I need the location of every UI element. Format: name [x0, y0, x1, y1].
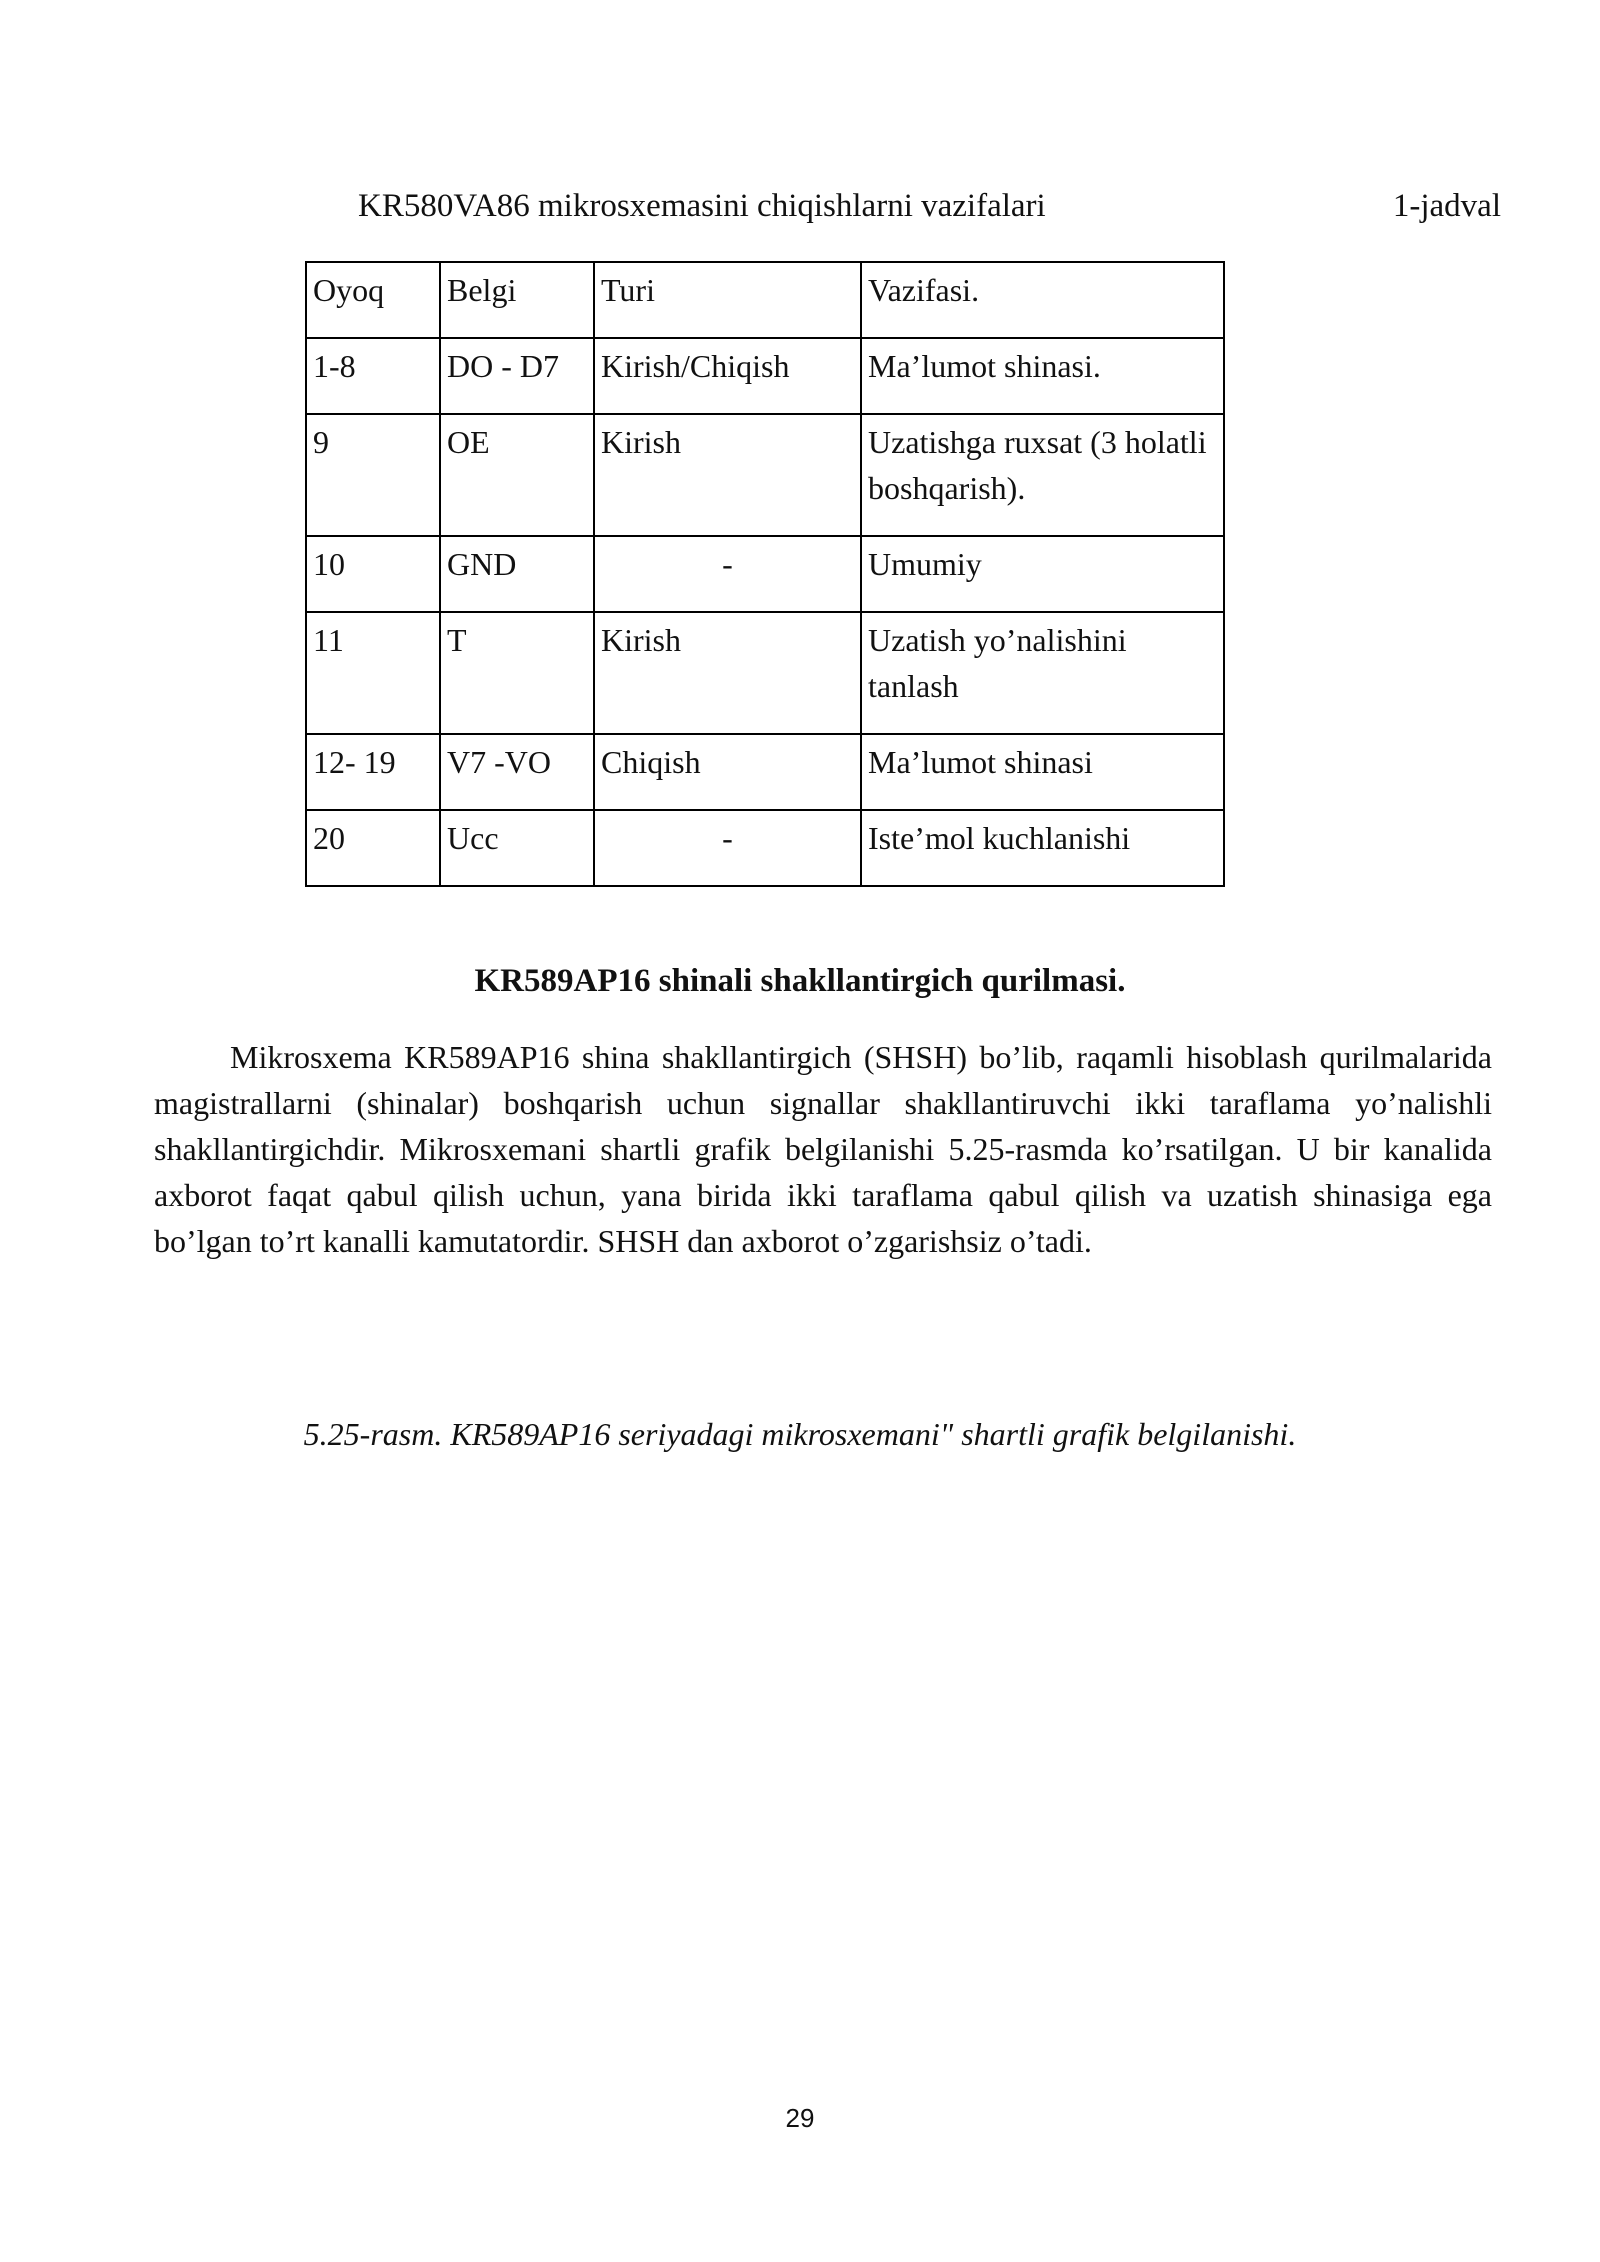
table-header-row	[306, 262, 1224, 338]
header-cell: Oyoq	[306, 262, 440, 338]
table-cell: 1-8	[306, 338, 440, 414]
table-row	[306, 338, 1224, 414]
table-row	[306, 612, 1224, 734]
body-paragraph	[154, 1034, 1492, 1264]
table-cell: 10	[306, 536, 440, 612]
table-caption: KR580VA86 mikrosxemasini chiqishlarni vazifalari	[358, 188, 1046, 224]
table-row	[306, 734, 1224, 810]
table-cell: 12- 19	[306, 734, 440, 810]
table-cell: 20	[306, 810, 440, 886]
table-cell: Uzatishga ruxsat (3 holatli boshqarish).	[861, 414, 1224, 536]
table-cell: Ma’lumot shinasi	[861, 734, 1224, 810]
table-cell: 11	[306, 612, 440, 734]
page-number: 29	[785, 2103, 815, 2133]
paragraph-text: Mikrosxema KR589AP16 shina shakllantirgich (SHSH) bo’lib, raqamli hisoblash qurilmalarida magistrallarni (shinalar) boshqarish uchun signallar shakllantiruvchi ikki taraflama yo’nalishli shakllantirgichdir. Mikrosxemani shartli grafik belgilanishi 5.25-rasmda ko’rsatilgan. U bir kanalida axborot faqat qabul qilish uchun, yana birida ikki taraflama qabul qilish va uzatish shinasiga ega bo’lgan to’rt kanalli kamutatordir. SHSH dan axborot o’zgarishsiz o’tadi.	[154, 1039, 1492, 1259]
table-row	[306, 414, 1224, 536]
figure-caption: 5.25-rasm. KR589AP16 seriyadagi mikrosxemani" shartli grafik belgilanishi.	[303, 1416, 1297, 1452]
header-cell: Turi	[594, 262, 861, 338]
table-cell: Iste’mol kuchlanishi	[861, 810, 1224, 886]
table-cell: DO - D7	[440, 338, 594, 414]
table-cell: Ucc	[440, 810, 594, 886]
table-cell: Umumiy	[861, 536, 1224, 612]
table-cell: Kirish	[594, 612, 861, 734]
table-cell: V7 -VO	[440, 734, 594, 810]
table-label: 1-jadval	[1392, 188, 1501, 224]
table-cell: Ma’lumot shinasi.	[861, 338, 1224, 414]
table-row	[306, 536, 1224, 612]
header-cell: Vazifasi.	[861, 262, 1224, 338]
table-cell: -	[594, 536, 861, 612]
table-cell: T	[440, 612, 594, 734]
table-row	[306, 810, 1224, 886]
pin-function-table	[305, 261, 1225, 887]
table-cell: Chiqish	[594, 734, 861, 810]
table-cell: 9	[306, 414, 440, 536]
section-heading: KR589AP16 shinali shakllantirgich qurilmasi.	[474, 963, 1126, 999]
table-cell: Uzatish yo’nalishini tanlash	[861, 612, 1224, 734]
header-cell: Belgi	[440, 262, 594, 338]
table-cell: -	[594, 810, 861, 886]
table-cell: Kirish	[594, 414, 861, 536]
table-cell: Kirish/Chiqish	[594, 338, 861, 414]
table-cell: OE	[440, 414, 594, 536]
table-cell: GND	[440, 536, 594, 612]
